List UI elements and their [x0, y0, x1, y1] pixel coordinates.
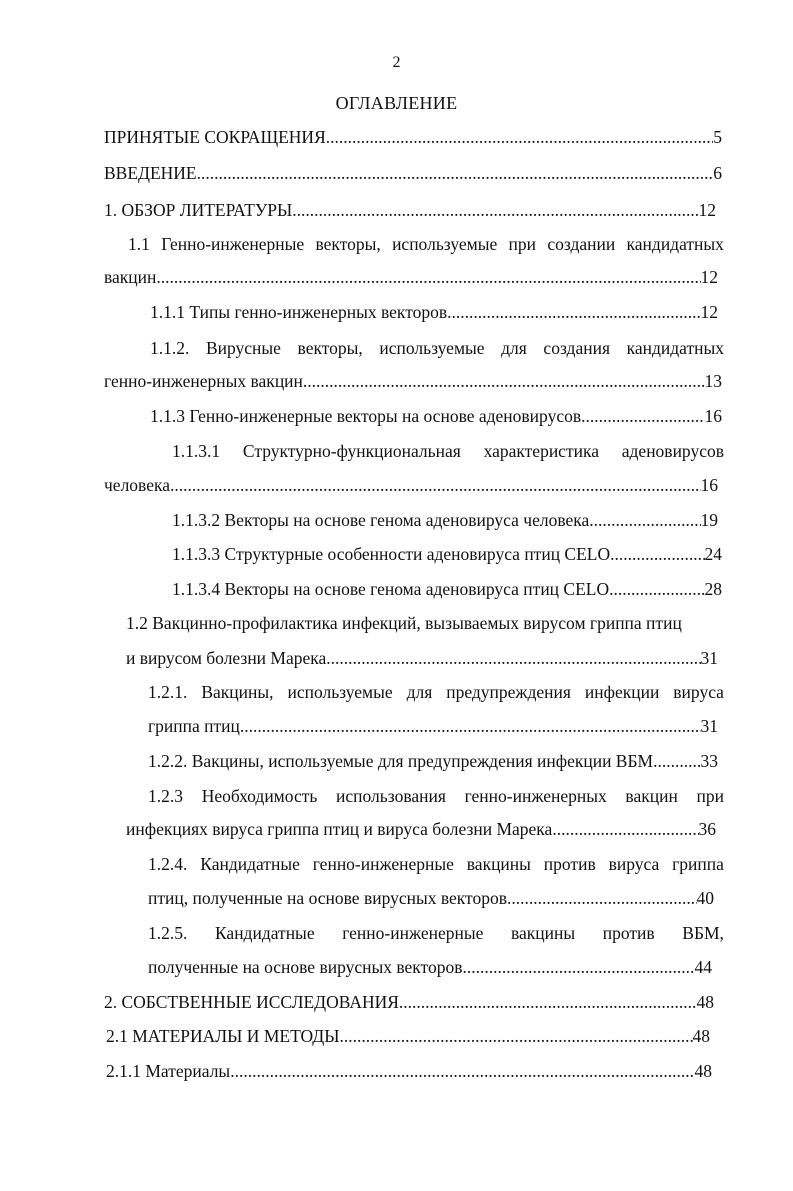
- toc-entry-1-1-3-3: [172, 543, 722, 565]
- toc-page-number: 19: [700, 510, 718, 530]
- word: вакцины: [466, 854, 531, 874]
- toc-entry-line-2: [126, 647, 718, 669]
- word: используемые: [379, 338, 485, 358]
- toc-entry-text: 1.1.3.3 Структурные особенности аденовируса птиц CELO: [172, 544, 611, 564]
- word: используемые: [287, 682, 393, 702]
- toc-leader: [340, 1025, 693, 1047]
- toc-leader: [610, 543, 704, 565]
- toc-entry-1-1-3: [150, 405, 722, 427]
- word: инфекции: [584, 682, 660, 702]
- toc-leader: [399, 991, 697, 1013]
- word: векторы,: [315, 234, 381, 254]
- page-number: 2: [392, 54, 401, 71]
- word: Генно-инженерные: [161, 234, 305, 254]
- word: вакцин: [625, 786, 678, 806]
- toc-entry-1: [104, 199, 716, 221]
- toc-page-number: 48: [696, 992, 714, 1012]
- toc-entry-text: 1.1.3 Генно-инженерные векторы на основе аденовирусов: [150, 406, 582, 426]
- toc-page-number: 44: [694, 957, 712, 977]
- toc-entry-1-1-1: [150, 301, 718, 323]
- toc-entry-text: 1.2.2. Вакцины, используемые для предупреждения инфекции ВБМ: [148, 751, 654, 771]
- toc-entry-2-1: [106, 1025, 710, 1047]
- word: используемые: [392, 234, 498, 254]
- toc-entry-text: птиц, полученные на основе вирусных векторов: [148, 888, 507, 908]
- word: 1.2.4.: [148, 854, 188, 874]
- toc-page-number: 40: [696, 888, 714, 908]
- toc-page-number: 12: [700, 302, 718, 322]
- toc-entry-text: 1.1.3.4 Векторы на основе генома аденовируса птиц CELO: [172, 579, 610, 599]
- toc-entry-text: полученные на основе вирусных векторов: [148, 957, 463, 977]
- toc-entry-line-1: [128, 233, 724, 255]
- toc-entry-line-2: [148, 887, 714, 909]
- toc-entry-2-1-1: [106, 1060, 712, 1082]
- word: кандидатных: [626, 234, 724, 254]
- toc-leader: [326, 126, 714, 148]
- toc-leader: [507, 887, 697, 909]
- word: вакцины: [510, 923, 576, 943]
- toc-entry-abbreviations: [104, 126, 722, 148]
- toc-entry-text: гриппа птиц: [148, 716, 240, 736]
- word: ВБМ,: [682, 923, 724, 943]
- toc-entry-text: 1.1.3.2 Векторы на основе генома аденовируса человека: [172, 510, 590, 530]
- toc-entry-line-2: [148, 956, 712, 978]
- word: 1.2.1.: [148, 682, 188, 702]
- word: 1.2.5.: [148, 923, 188, 943]
- word: для: [501, 338, 527, 358]
- word: Кандидатные: [200, 854, 300, 874]
- word: генно-инженерных: [464, 786, 607, 806]
- toc-page-number: 12: [700, 267, 718, 287]
- toc-entry-line-2: [104, 370, 722, 392]
- word: при: [508, 234, 537, 254]
- toc-entry-line-1: [172, 440, 724, 462]
- word: 1.2.3: [148, 786, 183, 806]
- toc-leader: [326, 647, 700, 669]
- word: Кандидатные: [214, 923, 315, 943]
- toc-entry-text: 2.1.1 Материалы: [106, 1061, 231, 1081]
- toc-entry-text: генно-инженерных вакцин: [104, 371, 303, 391]
- toc-entry-text: ПРИНЯТЫЕ СОКРАЩЕНИЯ: [104, 127, 326, 147]
- toc-page-number: 48: [694, 1061, 712, 1081]
- toc-page-number: 31: [700, 648, 718, 668]
- word: предупреждения: [446, 682, 571, 702]
- toc-entry-text: и вирусом болезни Марека: [126, 648, 327, 668]
- word: создания: [543, 338, 610, 358]
- word: против: [543, 854, 596, 874]
- toc-leader: [197, 162, 714, 184]
- toc-entry-text: 2.1 МАТЕРИАЛЫ И МЕТОДЫ: [106, 1026, 340, 1046]
- toc-entry-text: 1. ОБЗОР ЛИТЕРАТУРЫ: [104, 200, 293, 220]
- toc-page-number: 13: [704, 371, 722, 391]
- page-title: ОГЛАВЛЕНИЕ: [335, 93, 458, 113]
- toc-leader: [292, 199, 698, 221]
- toc-page-number: 16: [700, 475, 718, 495]
- word: 1.1.2.: [150, 338, 190, 358]
- word: Необходимость: [201, 786, 318, 806]
- word: кандидатных: [626, 338, 724, 358]
- word: генно-инженерные: [312, 854, 454, 874]
- word: аденовирусов: [621, 441, 724, 461]
- toc-leader: [447, 301, 700, 323]
- word: генно-инженерные: [342, 923, 484, 943]
- word: 1.1: [128, 234, 150, 254]
- toc-entry-line-2: [104, 474, 718, 496]
- word: при: [696, 786, 724, 806]
- toc-leader: [589, 509, 700, 531]
- toc-leader: [581, 405, 704, 427]
- toc-entry-introduction: [104, 162, 722, 184]
- toc-entry-text: 1.2 Вакцинно-профилактика инфекций, вызываемых вирусом гриппа птиц: [126, 613, 682, 633]
- toc-page-number: 12: [698, 200, 716, 220]
- toc-entry-1-1-3-2: [172, 509, 718, 531]
- toc-leader: [609, 578, 704, 600]
- word: Вакцины,: [201, 682, 274, 702]
- toc-entry-line-1: [148, 853, 724, 875]
- toc-entry-text: вакцин: [104, 267, 157, 287]
- toc-entry-text: 1.1.1 Типы генно-инженерных векторов: [150, 302, 448, 322]
- toc-entry-line-2: [104, 266, 718, 288]
- toc-leader: [230, 1060, 694, 1082]
- word: Структурно-функциональная: [242, 441, 461, 461]
- word: гриппа: [672, 854, 724, 874]
- word: против: [602, 923, 655, 943]
- toc-entry-text: инфекциях вируса гриппа птиц и вируса болезни Марека: [126, 819, 553, 839]
- toc-entry-text: ВВЕДЕНИЕ: [104, 163, 197, 183]
- toc-entry-line-1: [148, 785, 724, 807]
- toc-page-number: 28: [704, 579, 722, 599]
- word: 1.1.3.1: [172, 441, 221, 461]
- toc-page-number: 31: [700, 716, 718, 736]
- toc-leader: [240, 715, 701, 737]
- word: создании: [547, 234, 616, 254]
- toc-page-number: 48: [692, 1026, 710, 1046]
- word: вируса: [608, 854, 660, 874]
- toc-entry-text: 2. СОБСТВЕННЫЕ ИССЛЕДОВАНИЯ: [104, 992, 399, 1012]
- toc-leader: [463, 956, 695, 978]
- toc-entry-line-2: [126, 818, 716, 840]
- toc-entry-line-1: [150, 337, 724, 359]
- toc-page-number: 5: [713, 127, 722, 147]
- toc-entry-text: человека: [104, 475, 170, 495]
- word: вируса: [673, 682, 724, 702]
- toc-entry-line-2: [148, 715, 718, 737]
- toc-page-number: 24: [704, 544, 722, 564]
- toc-leader: [653, 750, 700, 772]
- toc-entry-2: [104, 991, 714, 1013]
- toc-page-number: 16: [704, 406, 722, 426]
- toc-entry-1-2-2: [148, 750, 718, 772]
- word: характеристика: [483, 441, 599, 461]
- toc-page-number: 33: [700, 751, 718, 771]
- word: использования: [336, 786, 446, 806]
- word: Вирусные: [205, 338, 281, 358]
- toc-entry-line-1: [148, 922, 724, 944]
- toc-leader: [156, 266, 700, 288]
- toc-page-number: 36: [698, 819, 716, 839]
- toc-leader: [303, 370, 705, 392]
- toc-entry-line-1: [148, 681, 724, 703]
- toc-leader: [552, 818, 698, 840]
- toc-leader: [170, 474, 701, 496]
- toc-entry-1-1-3-4: [172, 578, 722, 600]
- toc-page-number: 6: [713, 163, 722, 183]
- word: векторы,: [297, 338, 363, 358]
- toc-entry-line-1: [126, 612, 724, 634]
- word: для: [406, 682, 433, 702]
